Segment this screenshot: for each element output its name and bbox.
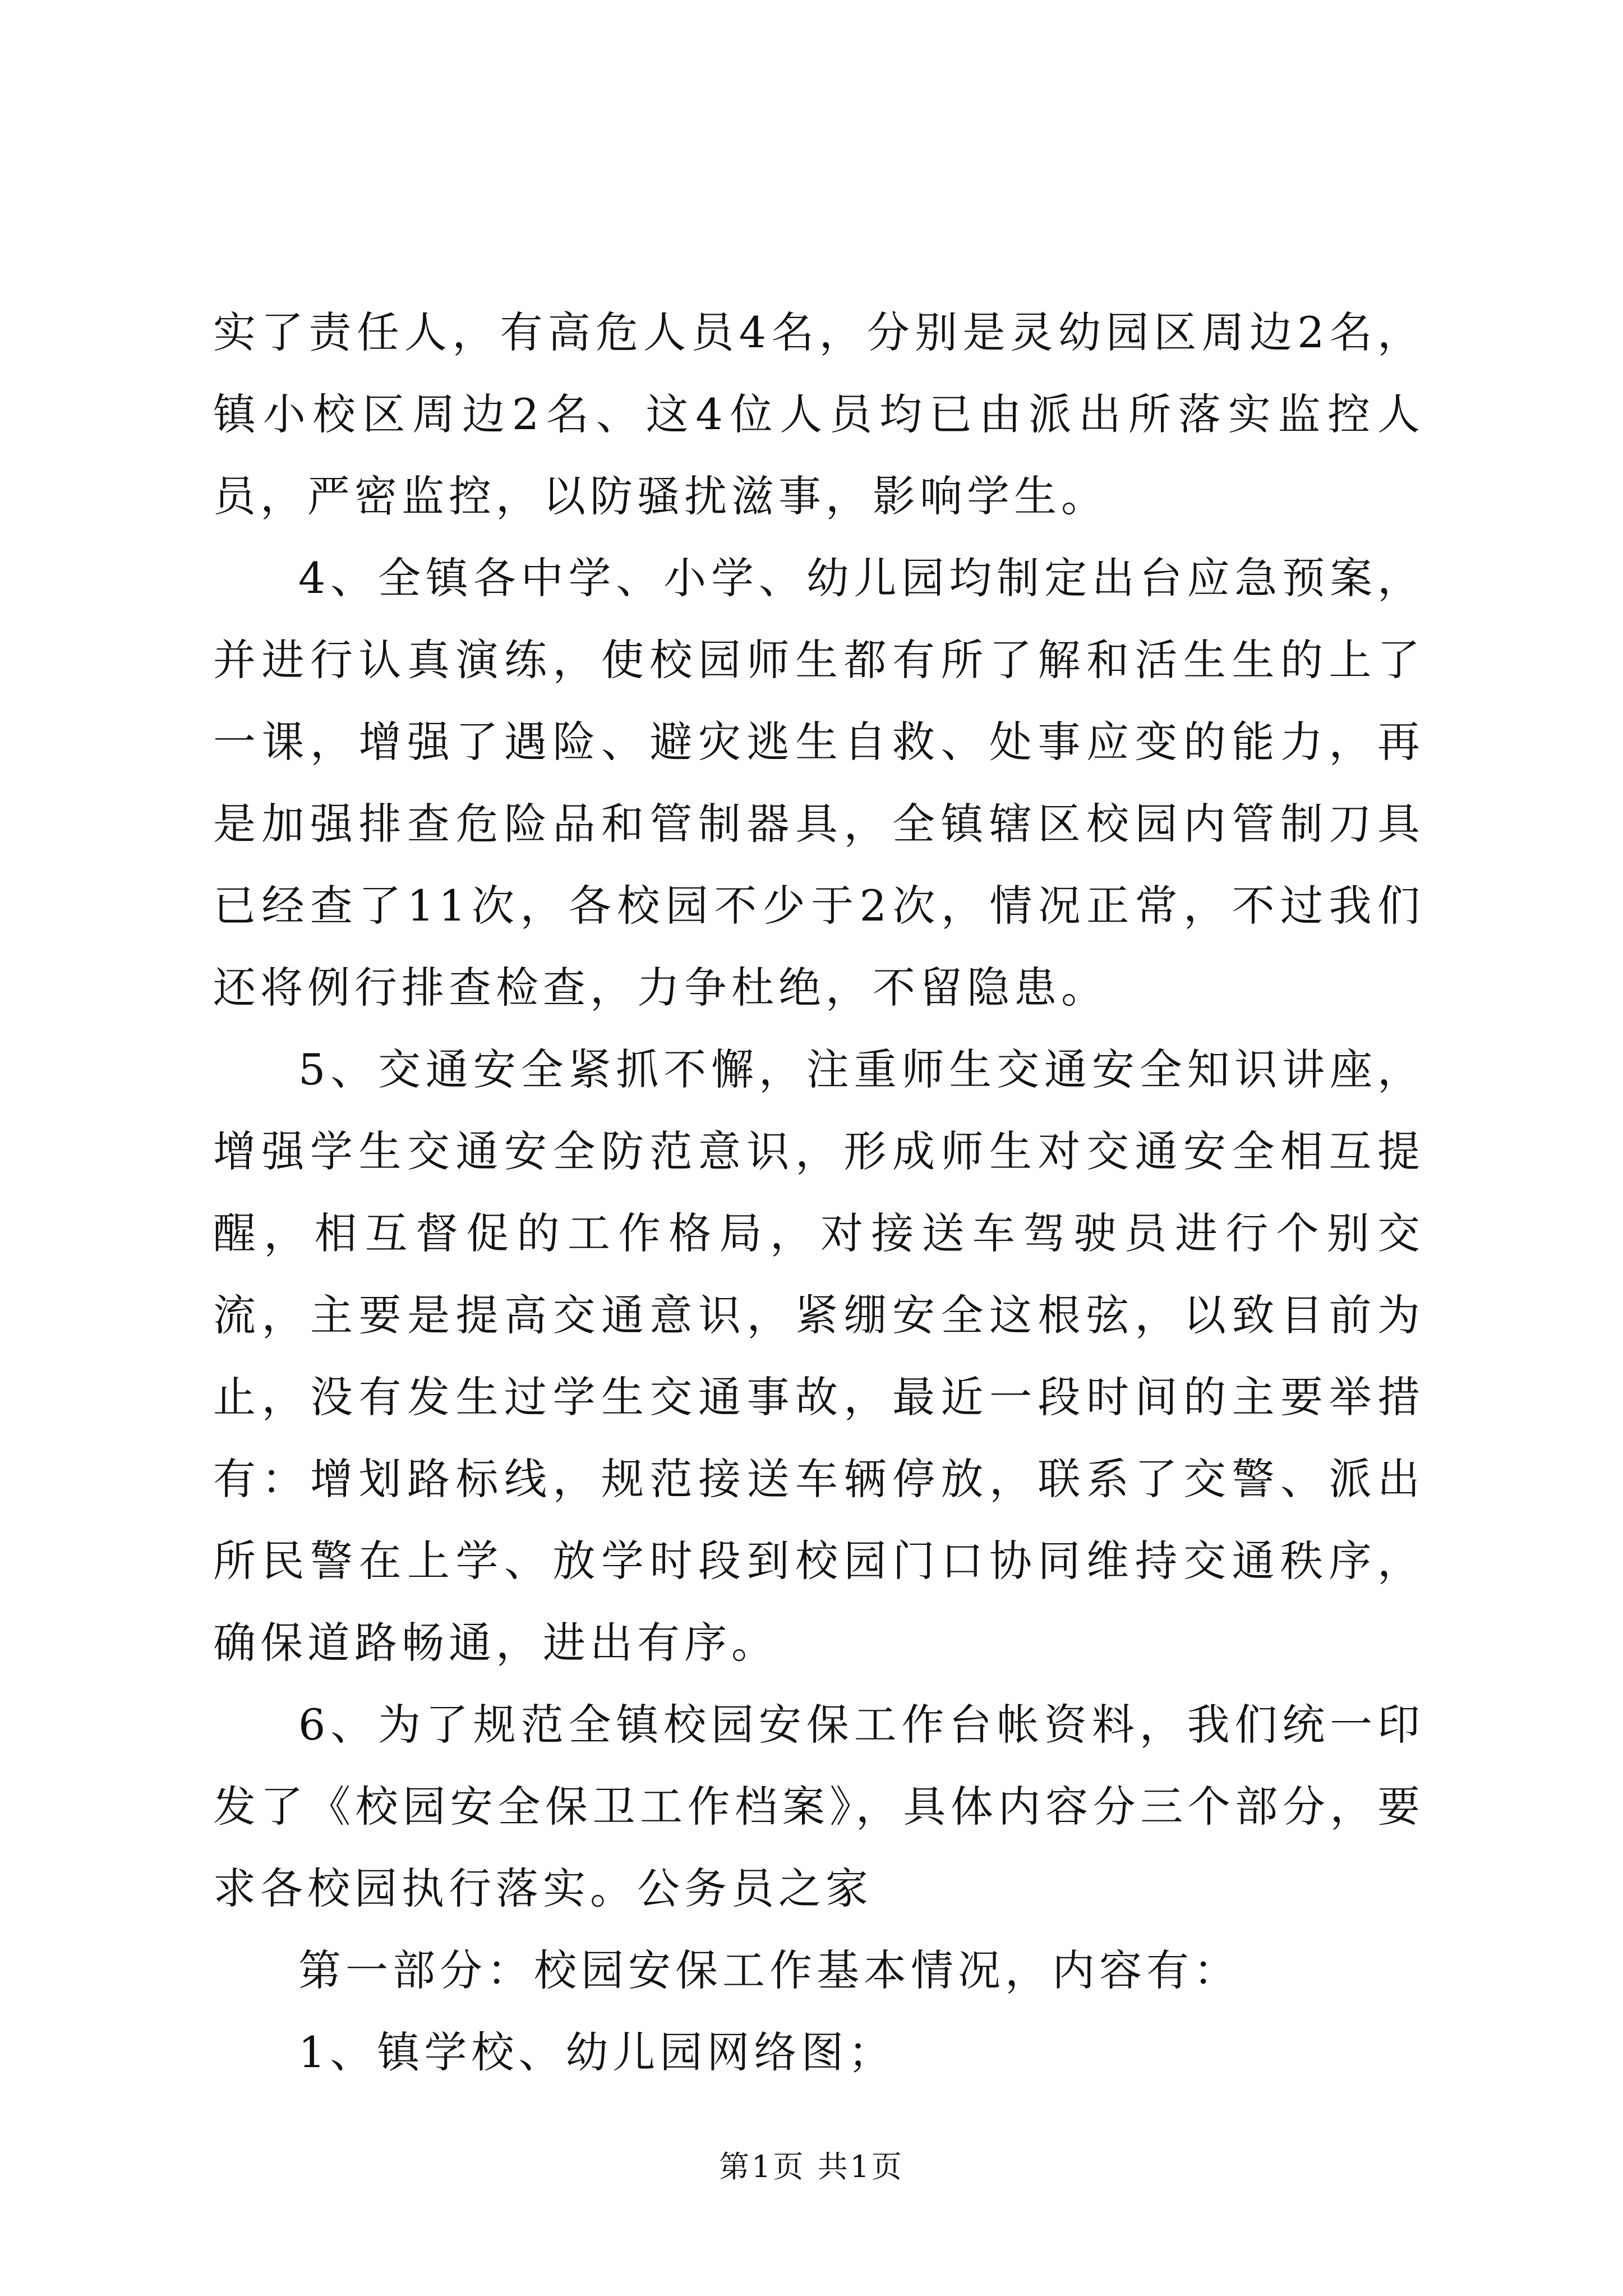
paragraph-item-6: 6、为了规范全镇校园安保工作台帐资料，我们统一印发了《校园安全保卫工作档案》，具体内容分三个部分，要求各校园执行落实。公务员之家: [213, 1700, 1424, 1913]
paragraph-continuation: 实了责任人，有高危人员4名，分别是灵幼园区周边2名，镇小校区周边2名、这4位人员均已由派出所落实监控人员，严密监控，以防骚扰滋事，影响学生。: [213, 307, 1424, 521]
paragraph-list-item-1: 1、镇学校、幼儿园网络图；: [298, 2027, 896, 2077]
paragraph-part-one: 第一部分：校园安保工作基本情况，内容有：: [298, 1945, 1241, 1995]
paragraph-item-5: 5、交通安全紧抓不懈，注重师生交通安全知识讲座，增强学生交通安全防范意识，形成师生对交通安全相互提醒，相互督促的工作格局，对接送车驾驶员进行个别交流，主要是提高交通意识，紧绷安全这根弦，以致目前为止，没有发生过学生交通事故，最近一段时间的主要举措有：增划路标线，规范接送车辆停放，联系了交警、派出所民警在上学、放学时段到校园门口协同维持交通秩序，确保道路畅通，进出有序。: [213, 1045, 1424, 1668]
page-footer: 第1页 共1页: [719, 2149, 904, 2184]
paragraph-item-4: 4、全镇各中学、小学、幼儿园均制定出台应急预案，并进行认真演练，使校园师生都有所了解和活生生的上了一课，增强了遇险、避灾逃生自救、处事应变的能力，再是加强排查危险品和管制器具，全镇辖区校园内管制刀具已经查了11次，各校园不少于2次，情况正常，不过我们还将例行排查检查，力争杜绝，不留隐患。: [213, 553, 1424, 1013]
document-body: [213, 292, 1424, 2093]
